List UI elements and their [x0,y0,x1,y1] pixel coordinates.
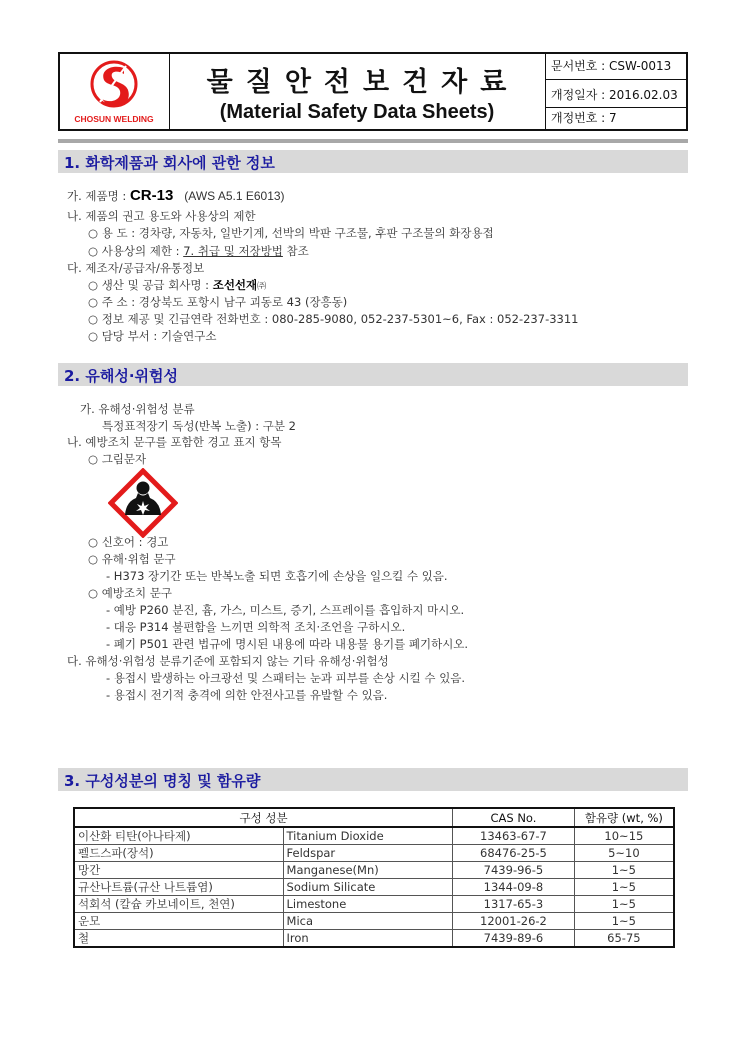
usage-heading: 나. 제품의 권고 용도와 사용상의 제한 [67,209,256,223]
document-meta [546,54,686,129]
hazard-heading: ○ 유해·위험 문구 [88,552,176,566]
cas-number: 13463-67-7 [453,827,575,845]
logo-cell [60,54,170,129]
document-header [58,52,688,131]
product-spec: (AWS A5.1 E6013) [184,189,285,203]
table-row [74,862,674,879]
other-hazard-heading: 다. 유해성·위험성 분류기준에 포함되지 않는 기타 유해성·위험성 [67,654,389,668]
component-name-ko: 망간 [74,862,283,879]
restriction-line: ○ 사용상의 제한 : 7. 취급 및 저장방법 참조 [88,244,309,258]
table-row [74,930,674,948]
page-subtitle: (Material Safety Data Sheets) [219,101,495,123]
cas-number: 7439-96-5 [453,862,575,879]
product-name-line: 가. 제품명 : CR-13 (AWS A5.1 E6013) [67,187,285,204]
title-cell [169,54,546,129]
content-percent: 10~15 [574,827,674,845]
svg-text:CHOSUN WELDING: CHOSUN WELDING [74,114,154,124]
content-percent: 5~10 [574,845,674,862]
content-percent: 1~5 [574,862,674,879]
component-name-en: Sodium Silicate [283,879,453,896]
hazard-statement: - H373 장기간 또는 반복노출 되면 호흡기에 손상을 일으킬 수 있음. [106,569,448,583]
maker-heading: 다. 제조자/공급자/유통정보 [67,261,205,275]
component-name-ko: 규산나트륨(규산 나트륨염) [74,879,283,896]
content-percent: 1~5 [574,913,674,930]
component-name-ko: 석회석 (칼슘 카보네이트, 천연) [74,896,283,913]
table-row [74,896,674,913]
cas-number: 1344-09-8 [453,879,575,896]
section-2-header [58,363,688,386]
component-name-en: Mica [283,913,453,930]
component-name-ko: 철 [74,930,283,948]
component-name-en: Titanium Dioxide [283,827,453,845]
table-row [74,913,674,930]
health-hazard-pictogram-icon [108,468,178,538]
classification-heading: 가. 유해성·위험성 분류 [80,402,195,416]
page-title: 물질안전보건자료 [206,67,520,98]
address-line: ○ 주 소 : 경상북도 포항시 남구 괴동로 43 (장흥동) [88,295,348,309]
component-name-en: Manganese(Mn) [283,862,453,879]
component-name-ko: 운모 [74,913,283,930]
usage-line: ○ 용 도 : 경차량, 자동차, 일반기계, 선박의 박판 구조물, 후판 구조물의 화장용접 [88,226,494,240]
column-header-content: 함유량 (wt, %) [574,808,674,827]
table-row [74,827,674,845]
content-percent: 65-75 [574,930,674,948]
column-header-component: 구성 성분 [74,808,453,827]
chosun-welding-logo-icon [60,54,169,129]
pictogram-label: ○ 그림문자 [88,452,147,466]
precaution-heading: ○ 예방조치 문구 [88,586,172,600]
phone-line: ○ 정보 제공 및 긴급연락 전화번호 : 080-285-9080, 052-237-5301~6, Fax : 052-237-3311 [88,312,579,326]
table-row [74,879,674,896]
doc-number: 문서번호 : CSW-0013 [546,54,686,80]
cas-number: 68476-25-5 [453,845,575,862]
table-row [74,845,674,862]
restriction-link[interactable]: 7. 취급 및 저장방법 [183,244,283,258]
company-line: ○ 생산 및 공급 회사명 : 조선선재㈜ [88,278,267,292]
table-header-row [74,808,674,827]
component-name-en: Iron [283,930,453,948]
other-hazard-1: - 용접시 발생하는 아크광선 및 스패터는 눈과 피부를 손상 시킬 수 있음. [106,671,466,685]
composition-table [73,807,675,948]
cas-number: 1317-65-3 [453,896,575,913]
content-percent: 1~5 [574,896,674,913]
precaution-p501: - 폐기 P501 관련 법규에 명시된 내용에 따라 내용물 용기를 폐기하시오. [106,637,469,651]
section-title: 3. 구성성분의 명칭 및 함유량 [64,772,261,790]
section-title: 2. 유해성·위험성 [64,367,178,385]
cas-number: 7439-89-6 [453,930,575,948]
content-percent: 1~5 [574,879,674,896]
product-name: CR-13 [129,187,174,204]
cas-number: 12001-26-2 [453,913,575,930]
section-1-header [58,150,688,173]
revision-number: 개정번호 : 7 [551,111,617,125]
header-divider [58,139,688,143]
section-title: 1. 화학제품과 회사에 관한 정보 [64,154,275,172]
component-name-ko: 펠드스파(장석) [74,845,283,862]
component-name-en: Limestone [283,896,453,913]
label-heading: 나. 예방조치 문구를 포함한 경고 표지 항목 [67,435,282,449]
precaution-p260: - 예방 P260 분진, 흄, 가스, 미스트, 증기, 스프레이를 흡입하지 마시오. [106,603,465,617]
other-hazard-2: - 용접시 전기적 충격에 의한 안전사고를 유발할 수 있음. [106,688,388,702]
precaution-p314: - 대응 P314 불편함을 느끼면 의학적 조치·조언을 구하시오. [106,620,406,634]
company-name: 조선선재 [212,278,258,292]
section-3-header [58,768,688,791]
classification-line: 특정표적장기 독성(반복 노출) : 구분 2 [102,419,296,433]
column-header-cas: CAS No. [453,808,575,827]
component-name-en: Feldspar [283,845,453,862]
component-name-ko: 이산화 티탄(아나타제) [74,827,283,845]
department-line: ○ 담당 부서 : 기술연구소 [88,329,217,343]
revision-date: 개정일자 : 2016.02.03 [546,80,686,108]
signal-word: ○ 신호어 : 경고 [88,535,169,549]
